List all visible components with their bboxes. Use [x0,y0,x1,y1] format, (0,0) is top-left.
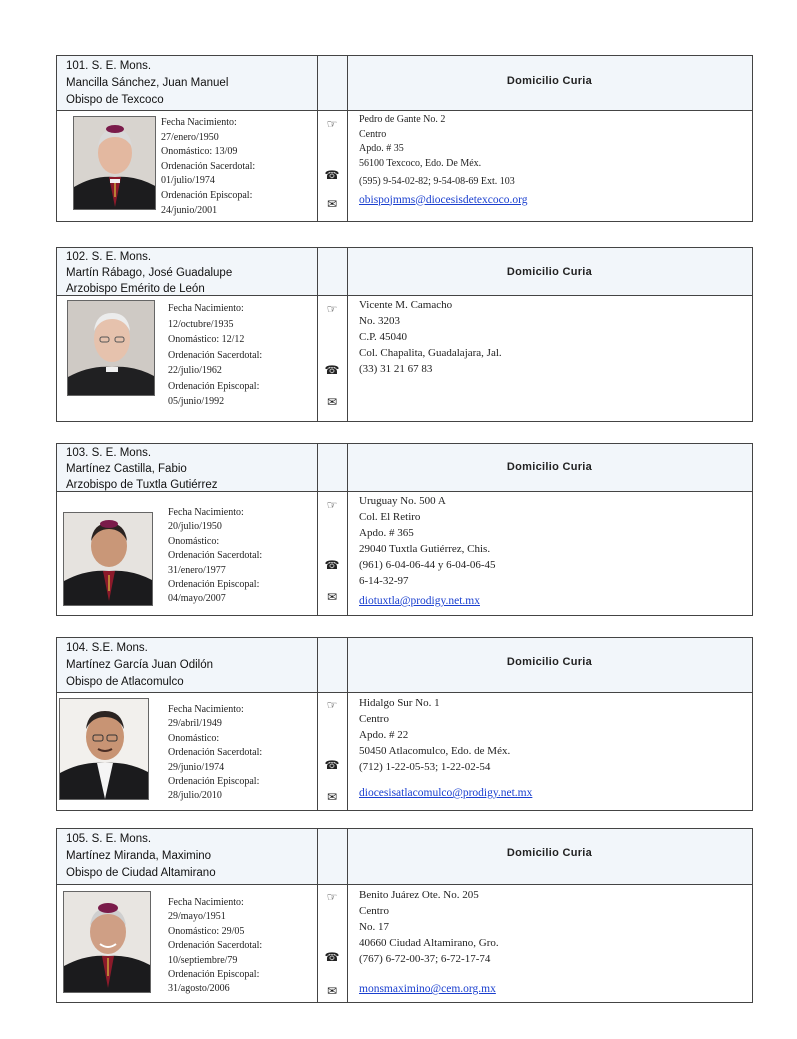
bishop-dates: Fecha Nacimiento: 20/julio/1950 Onomástico: Ordenación Sacerdotal: 31/enero/1977 Ordenación Episcopal: 04/mayo/2007 [168,507,263,605]
bishop-name: Martín Rábago, José Guadalupe [66,267,233,279]
bishop-name: Mancilla Sánchez, Juan Manuel [66,77,229,89]
bishop-title: Arzobispo Emérito de León [66,283,205,295]
bishop-card-104 [56,637,753,811]
entry-heading: 105. S. E. Mons. [66,833,152,845]
bishop-dates: Fecha Nacimiento: 27/enero/1950 Onomástico: 13/09 Ordenación Sacerdotal: 01/julio/1974 Ordenación Episcopal: 24/junio/2001 [161,117,256,216]
mailbox-icon: ✉ [326,395,338,409]
card-header [57,444,752,492]
mailbox-icon: ✉ [326,790,338,804]
pointing-hand-icon: ☞ [326,302,338,316]
curia-address: Vicente M. Camacho No. 3203 C.P. 45040 Col. Chapalita, Guadalajara, Jal. (33) 31 21 67 83 [359,299,502,375]
mailbox-icon: ✉ [326,984,338,998]
bishop-card-101 [56,55,753,222]
bishop-title: Obispo de Texcoco [66,94,164,106]
pointing-hand-icon: ☞ [326,890,338,904]
mailbox-icon: ✉ [326,197,338,211]
curia-address: Hidalgo Sur No. 1 Centro Apdo. # 22 50450 Atlacomulco, Edo. de Méx. (712) 1-22-05-53; 1-22-02-54 diocesisatlacomulco@prodigy.net.mx [359,697,533,799]
telephone-icon: ☎ [324,758,340,772]
pointing-hand-icon: ☞ [326,698,338,712]
entry-heading: 104. S.E. Mons. [66,642,148,654]
bishop-photo [63,891,151,993]
bishop-name: Martínez Castilla, Fabio [66,463,187,475]
curia-address: Benito Juárez Ote. No. 205 Centro No. 17 40660 Ciudad Altamirano, Gro. (767) 6-72-00-37; 6-72-17-74 monsmaximino@cem.org.mx [359,889,499,995]
bishop-card-103 [56,443,753,616]
entry-heading: 101. S. E. Mons. [66,60,152,72]
card-header [57,56,752,111]
bishop-photo [59,698,149,800]
section-label: Domicilio Curia [506,656,593,668]
bishop-title: Obispo de Ciudad Altamirano [66,867,216,879]
telephone-icon: ☎ [324,950,340,964]
bishop-photo [63,512,153,606]
bishop-dates: Fecha Nacimiento: 29/abril/1949 Onomástico: Ordenación Sacerdotal: 29/junio/1974 Ordenación Episcopal: 28/julio/2010 [168,704,263,802]
bishop-dates: Fecha Nacimiento: 29/mayo/1951 Onomástico: 29/05 Ordenación Sacerdotal: 10/septiembre/79 Ordenación Episcopal: 31/agosto/2006 [168,897,263,995]
entry-heading: 103. S. E. Mons. [66,447,152,459]
email-link[interactable]: diocesisatlacomulco@prodigy.net.mx [359,787,533,799]
email-link[interactable]: diotuxtla@prodigy.net.mx [359,595,480,607]
section-label: Domicilio Curia [506,847,593,859]
card-header [57,829,752,885]
pointing-hand-icon: ☞ [326,498,338,512]
section-label: Domicilio Curia [506,75,593,87]
telephone-icon: ☎ [324,558,340,572]
bishop-name: Martínez García Juan Odilón [66,659,214,671]
bishop-title: Obispo de Atlacomulco [66,676,184,688]
card-header [57,248,752,296]
section-label: Domicilio Curia [506,266,593,278]
bishop-photo [73,116,156,210]
bishop-card-105 [56,828,753,1003]
mailbox-icon: ✉ [326,590,338,604]
bishop-dates: Fecha Nacimiento: 12/octubre/1935 Onomástico: 12/12 Ordenación Sacerdotal: 22/julio/1962 Ordenación Episcopal: 05/junio/1992 [168,303,263,407]
bishop-name: Martínez Miranda, Maximino [66,850,212,862]
curia-address: Pedro de Gante No. 2 Centro Apdo. # 35 56100 Texcoco, Edo. De Méx. (595) 9-54-02-82; 9-54-08-69 Ext. 103 obispojmms@diocesisdetexcoco.org [359,114,528,206]
curia-address: Uruguay No. 500 A Col. El Retiro Apdo. # 365 29040 Tuxtla Gutiérrez, Chis. (961) 6-04-06-44 y 6-04-06-45 6-14-32-97 diotuxtla@prodigy.net.mx [359,495,496,607]
card-header [57,638,752,693]
telephone-icon: ☎ [324,168,340,182]
email-link[interactable]: monsmaximino@cem.org.mx [359,983,496,995]
bishop-photo [67,300,155,396]
bishop-card-102 [56,247,753,422]
section-label: Domicilio Curia [506,461,593,473]
entry-heading: 102. S. E. Mons. [66,251,152,263]
telephone-icon: ☎ [324,363,340,377]
bishop-title: Arzobispo de Tuxtla Gutiérrez [66,479,218,491]
email-link[interactable]: obispojmms@diocesisdetexcoco.org [359,193,528,206]
pointing-hand-icon: ☞ [326,117,338,131]
